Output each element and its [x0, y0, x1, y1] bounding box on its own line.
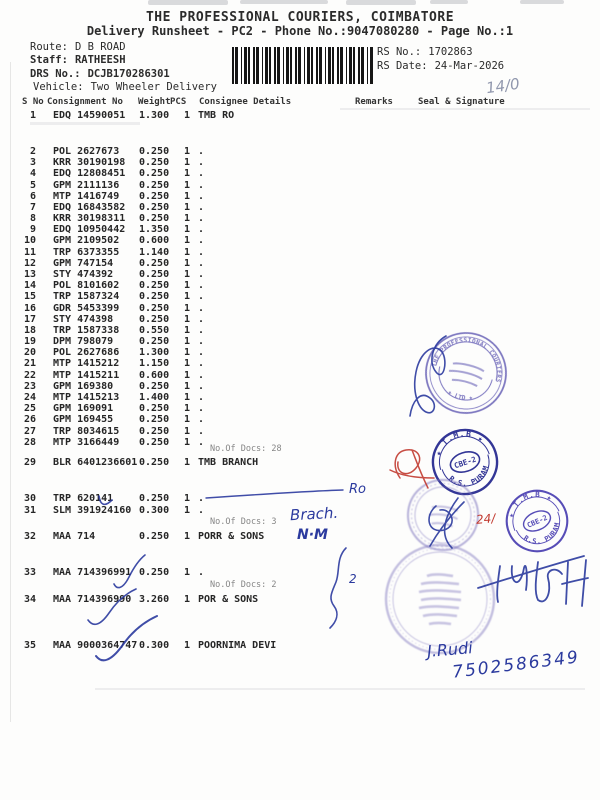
- checkmark-row34: [88, 589, 136, 624]
- cell-consignee: .: [198, 190, 205, 202]
- cell-consignee: .: [198, 313, 205, 325]
- cell-consignment: MAA 714396991: [53, 567, 132, 578]
- cell-consignment: DPM 798079: [53, 336, 114, 348]
- cell-weight: 0.550: [139, 324, 170, 336]
- cell-weight: 1.150: [139, 358, 170, 370]
- cell-consignment: MTP 3166449: [53, 436, 120, 448]
- cell-consignee: .: [198, 157, 205, 169]
- stamp-center-text: CBE-2: [453, 454, 478, 471]
- cell-consignment: MAA 714: [53, 531, 96, 542]
- cell-consignee: .: [198, 414, 205, 426]
- drs-label: DRS No.:: [30, 68, 81, 80]
- cell-consignment: MAA 714396990: [53, 594, 132, 605]
- stamp-arc-text: ★ LTD ★: [446, 388, 474, 403]
- receiver-signature: [478, 556, 588, 606]
- cell-weight: 1.300: [139, 347, 170, 359]
- cell-sno: 31: [23, 505, 36, 516]
- cell-consignment: GDR 5453399: [53, 302, 120, 314]
- rs-date-label: RS Date:: [377, 60, 428, 72]
- vehicle-value: Two Wheeler Delivery: [90, 81, 218, 93]
- cell-consignee: .: [198, 347, 205, 359]
- cell-sno: 15: [23, 291, 36, 303]
- stamp-arc-text: ★ T.M.B ★: [433, 429, 486, 458]
- cell-sno: 28: [23, 436, 36, 448]
- cell-consignee: .: [198, 224, 205, 236]
- cell-weight: 0.600: [139, 235, 170, 247]
- cell-sno: 25: [23, 403, 36, 415]
- cell-pcs: 1: [184, 457, 191, 468]
- cell-consignee: .: [198, 302, 205, 314]
- cell-consignee: .: [198, 403, 205, 415]
- cell-pcs: 1: [184, 567, 191, 578]
- cell-pcs: 1: [184, 436, 191, 448]
- cell-consignee: POR & SONS: [198, 594, 259, 605]
- cell-pcs: 1: [184, 179, 191, 191]
- cell-weight: 0.250: [139, 425, 170, 437]
- cell-consignee: .: [198, 493, 205, 504]
- cell-pcs: 1: [184, 110, 191, 121]
- cell-consignment: GPM 169455: [53, 414, 114, 426]
- cell-weight: 0.250: [139, 380, 170, 392]
- handwritten-brace-number: 2: [349, 572, 357, 586]
- cell-consignee: .: [198, 391, 205, 403]
- cell-consignee: .: [198, 425, 205, 437]
- rs-no-value: 1702863: [428, 46, 473, 58]
- cell-weight: 0.250: [139, 531, 170, 542]
- cell-consignee: .: [198, 213, 205, 225]
- cell-consignment: GPM 169091: [53, 403, 114, 415]
- cell-sno: 7: [29, 201, 36, 213]
- handwritten-ro-note: Ro: [349, 482, 366, 497]
- cell-consignment: KRR 30198311: [53, 213, 126, 225]
- staff-label: Staff:: [30, 54, 68, 66]
- cell-consignment: EDQ 10950442: [53, 224, 126, 236]
- route-value: D B ROAD: [74, 41, 126, 53]
- cell-weight: 1.300: [139, 110, 170, 121]
- col-consignee: Consignee Details: [199, 97, 292, 107]
- stamp-arc-text: R.S. PURAM: [522, 521, 562, 546]
- cell-consignment: EDQ 14590051: [53, 110, 126, 121]
- cell-consignment: GPM 2109502: [53, 235, 120, 247]
- red-ink-scribbles: [390, 450, 434, 488]
- route-label: Route:: [30, 41, 68, 53]
- cell-pcs: 1: [184, 257, 191, 269]
- handwritten-red-date: 24/: [475, 511, 496, 527]
- cell-sno: 18: [23, 324, 36, 336]
- cell-weight: 0.250: [139, 280, 170, 292]
- cell-sno: 1: [29, 110, 36, 121]
- cell-pcs: 1: [184, 505, 191, 516]
- cell-sno: 9: [29, 224, 36, 236]
- col-remarks: Remarks: [355, 97, 393, 107]
- cell-consignee: .: [198, 567, 205, 578]
- cell-consignee: .: [198, 201, 205, 213]
- cell-consignment: MTP 1416749: [53, 190, 120, 202]
- cell-pcs: 1: [184, 302, 191, 314]
- cell-weight: 0.600: [139, 369, 170, 381]
- cell-consignment: MTP 1415211: [53, 369, 120, 381]
- cell-weight: 0.250: [139, 493, 170, 504]
- cell-pcs: 1: [184, 369, 191, 381]
- cell-pcs: 1: [184, 425, 191, 437]
- checkmark-row33: [114, 555, 145, 588]
- rs-date-value: 24-Mar-2026: [434, 60, 505, 72]
- cell-weight: 0.250: [139, 567, 170, 578]
- cell-sno: 35: [23, 640, 36, 651]
- cell-weight: 0.250: [139, 457, 170, 468]
- cell-pcs: 1: [184, 235, 191, 247]
- handwritten-page-mark: 14/0: [484, 74, 521, 98]
- cell-sno: 14: [23, 280, 36, 292]
- cell-weight: 0.250: [139, 213, 170, 225]
- cell-sno: 6: [29, 190, 36, 202]
- cell-pcs: 1: [184, 268, 191, 280]
- col-weight: Weight: [138, 97, 171, 107]
- cell-consignee: .: [198, 369, 205, 381]
- cell-consignee: .: [198, 436, 205, 448]
- pen-scribbles: [88, 336, 588, 660]
- cell-weight: 1.400: [139, 391, 170, 403]
- col-sno: S No: [22, 97, 44, 107]
- cell-consignee: .: [198, 168, 205, 180]
- cell-consignee: .: [198, 358, 205, 370]
- cell-consignment: TRP 1587338: [53, 324, 120, 336]
- cell-pcs: 1: [184, 246, 191, 258]
- cell-sno: 11: [23, 246, 36, 258]
- cell-sno: 26: [23, 414, 36, 426]
- cell-pcs: 1: [184, 190, 191, 202]
- cell-consignment: MAA 9000364747: [53, 640, 138, 651]
- cell-pcs: 1: [184, 531, 191, 542]
- cell-weight: 0.250: [139, 268, 170, 280]
- cell-pcs: 1: [184, 403, 191, 415]
- cell-weight: 0.250: [139, 403, 170, 415]
- docs-count-note: No.Of Docs: 3: [210, 517, 277, 527]
- cell-consignment: STY 474398: [53, 313, 114, 325]
- cell-weight: 0.250: [139, 313, 170, 325]
- cell-sno: 34: [23, 594, 36, 605]
- cell-consignment: SLM 391924160: [53, 505, 132, 516]
- cell-sno: 5: [29, 179, 36, 191]
- cell-pcs: 1: [184, 313, 191, 325]
- cell-weight: 1.350: [139, 224, 170, 236]
- cell-pcs: 1: [184, 201, 191, 213]
- cell-pcs: 1: [184, 324, 191, 336]
- cell-consignee: .: [198, 146, 205, 157]
- cell-weight: 0.250: [139, 302, 170, 314]
- document-subtitle: Delivery Runsheet - PC2 - Phone No.:9047080280 - Page No.:1: [86, 24, 514, 38]
- cell-weight: 0.250: [139, 257, 170, 269]
- cell-consignment: EDQ 12808451: [53, 168, 126, 180]
- cell-consignment: MTP 1415213: [53, 391, 120, 403]
- cell-pcs: 1: [184, 347, 191, 359]
- cell-consignee: .: [198, 246, 205, 258]
- drs-value: DCJB170286301: [87, 68, 170, 80]
- stamp-arc-text: THE PROFESSIONAL COURIERS: [430, 336, 503, 384]
- cell-weight: 0.250: [139, 291, 170, 303]
- cell-sno: 16: [23, 302, 36, 314]
- cell-consignee: TMB BRANCH: [198, 457, 259, 468]
- cell-pcs: 1: [184, 594, 191, 605]
- cell-pcs: 1: [184, 280, 191, 292]
- cell-weight: 0.300: [139, 640, 170, 651]
- col-consignment: Consignment No: [47, 97, 123, 107]
- cell-consignment: TRP 1587324: [53, 291, 120, 303]
- stamp-arc-text: R.S. PURAM: [447, 464, 491, 489]
- cell-consignee: .: [198, 380, 205, 392]
- col-pcs: PCS: [170, 97, 187, 107]
- handwritten-phone-number: 7502586349: [451, 647, 581, 683]
- cell-weight: 0.250: [139, 201, 170, 213]
- cell-consignee: .: [198, 179, 205, 191]
- remark-line: [206, 490, 343, 498]
- checkmark-row30: [99, 496, 112, 504]
- cell-weight: 0.250: [139, 168, 170, 180]
- cell-consignee: .: [198, 505, 205, 516]
- cell-sno: 19: [23, 336, 36, 348]
- cell-pcs: 1: [184, 358, 191, 370]
- cell-consignment: GPM 747154: [53, 257, 114, 269]
- cell-consignment: STY 474392: [53, 268, 114, 280]
- handwritten-branch-note: Brach.: [289, 503, 339, 525]
- cell-weight: 0.300: [139, 505, 170, 516]
- cell-weight: 1.140: [139, 246, 170, 258]
- vehicle-label: Vehicle:: [33, 81, 84, 93]
- handwritten-nm-note: N·M: [297, 527, 328, 543]
- cell-weight: 0.250: [139, 179, 170, 191]
- cell-consignment: EDQ 16843582: [53, 201, 126, 213]
- cell-sno: 32: [23, 531, 36, 542]
- stamp-center-text: CBE-2: [525, 512, 549, 530]
- cell-consignee: TMB RO: [198, 110, 235, 121]
- rs-no-label: RS No.:: [377, 46, 422, 58]
- stamp-arc-text: ★ T.M.B ★: [506, 489, 555, 519]
- cell-pcs: 1: [184, 157, 191, 169]
- cell-sno: 27: [23, 425, 36, 437]
- cell-sno: 20: [23, 347, 36, 359]
- cell-sno: 10: [23, 235, 36, 247]
- cell-sno: 13: [23, 268, 36, 280]
- cell-sno: 21: [23, 358, 36, 370]
- signature-scribble: [410, 336, 446, 416]
- cell-pcs: 1: [184, 640, 191, 651]
- cell-sno: 30: [23, 493, 36, 504]
- staff-value: RATHEESH: [74, 54, 126, 66]
- cell-pcs: 1: [184, 213, 191, 225]
- cell-consignment: TRP 620141: [53, 493, 114, 504]
- cell-pcs: 1: [184, 391, 191, 403]
- docs-count-note: No.Of Docs: 28: [210, 444, 282, 454]
- cell-weight: 3.260: [139, 594, 170, 605]
- docs-count-note: No.Of Docs: 2: [210, 580, 277, 590]
- cell-sno: 3: [29, 157, 36, 169]
- cell-consignment: GPM 2111136: [53, 179, 120, 191]
- cell-weight: 0.250: [139, 436, 170, 448]
- cell-weight: 0.250: [139, 157, 170, 169]
- cell-consignment: TRP 8034615: [53, 425, 120, 437]
- cell-pcs: 1: [184, 380, 191, 392]
- cell-consignment: POL 2627686: [53, 347, 120, 359]
- cell-pcs: 1: [184, 336, 191, 348]
- cell-consignment: BLR 6401236601: [53, 457, 138, 468]
- cell-sno: 33: [23, 567, 36, 578]
- col-seal-signature: Seal & Signature: [418, 97, 505, 107]
- cell-weight: 0.250: [139, 336, 170, 348]
- cell-sno: 12: [23, 257, 36, 269]
- cell-consignee: .: [198, 336, 205, 348]
- cell-consignee: PORR & SONS: [198, 531, 265, 542]
- cell-pcs: 1: [184, 414, 191, 426]
- cell-consignee: .: [198, 268, 205, 280]
- cell-consignment: KRR 30190198: [53, 157, 126, 169]
- cell-weight: 0.250: [139, 190, 170, 202]
- cell-pcs: 1: [184, 146, 191, 157]
- cell-consignee: .: [198, 235, 205, 247]
- brace-mark: [330, 548, 346, 628]
- document-title: THE PROFESSIONAL COURIERS, COIMBATORE: [145, 10, 455, 25]
- cell-weight: 0.250: [139, 414, 170, 426]
- cell-pcs: 1: [184, 224, 191, 236]
- checkmark-row35: [96, 616, 157, 660]
- cell-pcs: 1: [184, 168, 191, 180]
- cell-sno: 4: [29, 168, 36, 180]
- cell-consignee: .: [198, 291, 205, 303]
- cell-sno: 23: [23, 380, 36, 392]
- cell-consignee: .: [198, 257, 205, 269]
- cell-consignment: MTP 1415212: [53, 358, 120, 370]
- cell-consignee: .: [198, 280, 205, 292]
- cell-pcs: 1: [184, 493, 191, 504]
- cell-sno: 17: [23, 313, 36, 325]
- cell-consignment: POL 8101602: [53, 280, 120, 292]
- cell-consignee: .: [198, 324, 205, 336]
- cell-sno: 24: [23, 391, 36, 403]
- cell-sno: 8: [29, 213, 36, 225]
- cell-consignee: POORNIMA DEVI: [198, 640, 277, 651]
- cell-sno: 22: [23, 369, 36, 381]
- cell-consignment: TRP 6373355: [53, 246, 120, 258]
- cell-consignment: POL 2627673: [53, 146, 120, 157]
- cell-sno: 29: [23, 457, 36, 468]
- cell-consignment: GPM 169380: [53, 380, 114, 392]
- handwritten-name: J.Rudi: [426, 638, 474, 661]
- cell-sno: 2: [29, 146, 36, 157]
- cell-pcs: 1: [184, 291, 191, 303]
- cell-weight: 0.250: [139, 146, 170, 157]
